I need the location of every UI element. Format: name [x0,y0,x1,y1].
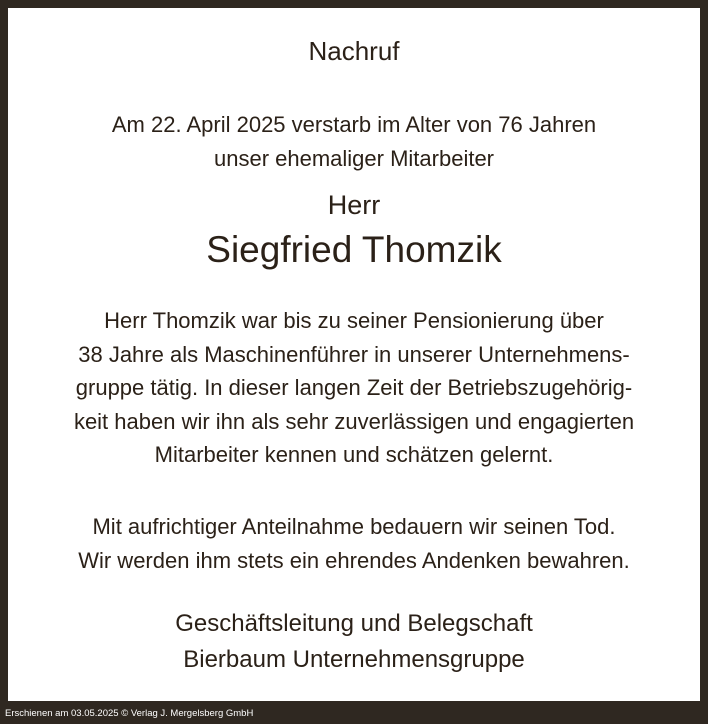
closing-line: Mit aufrichtiger Anteilnahme bedauern wir seinen Tod. [92,514,616,539]
deceased-name: Siegfried Thomzik [206,229,502,270]
intro-line-2: unser ehemaliger Mitarbeiter [213,146,495,171]
body-text [8,304,700,472]
intro-line-1: Am 22. April 2025 verstarb im Alter von 76 Jahren [111,112,597,137]
body-line: Mitarbeiter kennen und schätzen gelernt. [154,442,554,467]
closing-text [8,510,700,577]
body-line: 38 Jahre als Maschinenführer in unserer Unternehmens- [78,341,630,367]
publication-footer: Erschienen am 03.05.2025 © Verlag J. Mergelsberg GmbH [5,708,254,719]
signature-line-2: Bierbaum Unternehmensgruppe [183,646,525,673]
notice-title: Nachruf [308,36,400,66]
signature-line-1: Geschäftsleitung und Belegschaft [175,610,533,637]
closing-line: Wir werden ihm stets ein ehrendes Andenken bewahren. [78,547,630,573]
salutation: Herr [327,190,381,220]
obituary-notice [8,8,700,701]
body-line: gruppe tätig. In dieser langen Zeit der Betriebszugehörig- [75,375,633,400]
body-line: Herr Thomzik war bis zu seiner Pensionierung über [104,308,604,333]
body-line: keit haben wir ihn als sehr zuverlässigen und engagierten [73,408,635,434]
